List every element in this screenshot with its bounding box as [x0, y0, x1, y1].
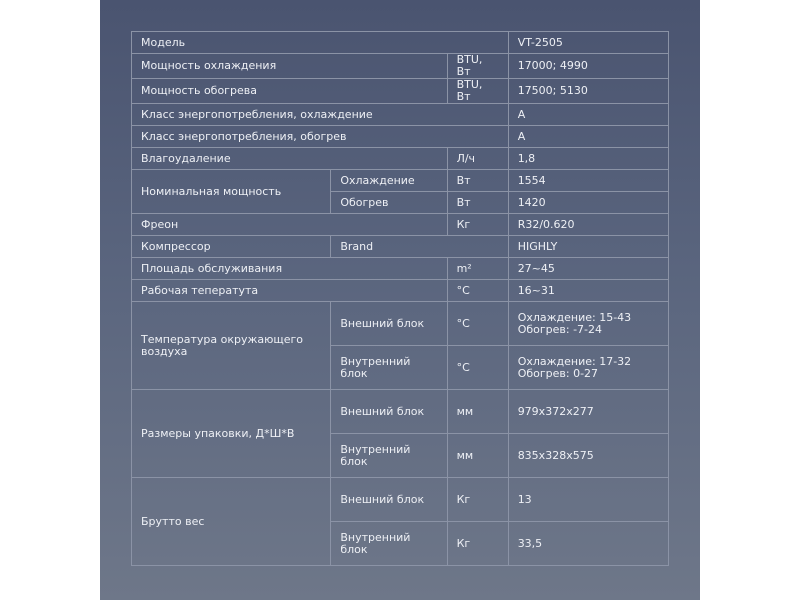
spec-panel — [100, 0, 700, 600]
row-unit: °С — [447, 346, 508, 390]
row-label: Класс энергопотребления, обогрев — [132, 126, 509, 148]
row-unit: Кг — [447, 478, 508, 522]
row-unit: Вт — [447, 192, 508, 214]
row-value: 13 — [508, 478, 668, 522]
row-sublabel: Внутренний блок — [331, 434, 447, 478]
row-value: A — [508, 126, 668, 148]
row-label: Компрессор — [132, 236, 331, 258]
row-value: A — [508, 104, 668, 126]
table-row-cooling-power — [132, 54, 669, 79]
row-label: Мощность обогрева — [132, 79, 448, 104]
row-label: Фреон — [132, 214, 448, 236]
table-row-energy-class-heating — [132, 126, 669, 148]
row-value: 835x328x575 — [508, 434, 668, 478]
row-value: Охлаждение: 17-32 Обогрев: 0-27 — [508, 346, 668, 390]
row-unit: °С — [447, 280, 508, 302]
row-unit: Л/ч — [447, 148, 508, 170]
row-label: Номинальная мощность — [132, 170, 331, 214]
row-sublabel: Внешний блок — [331, 390, 447, 434]
row-value: 33,5 — [508, 522, 668, 566]
row-unit: BTU, Вт — [447, 79, 508, 104]
row-label: Размеры упаковки, Д*Ш*В — [132, 390, 331, 478]
table-row-freon — [132, 214, 669, 236]
row-value: 17500; 5130 — [508, 79, 668, 104]
row-sublabel: Обогрев — [331, 192, 447, 214]
row-value: Охлаждение: 15-43 Обогрев: -7-24 — [508, 302, 668, 346]
row-label: Площадь обслуживания — [132, 258, 448, 280]
row-unit: Вт — [447, 170, 508, 192]
row-value: 1554 — [508, 170, 668, 192]
row-value: 1420 — [508, 192, 668, 214]
table-row-ambient-temp-outdoor — [132, 302, 669, 346]
row-label: Влагоудаление — [132, 148, 448, 170]
row-unit: мм — [447, 434, 508, 478]
row-sublabel: Внутренний блок — [331, 522, 447, 566]
table-row-compressor — [132, 236, 669, 258]
table-row-package-size-outdoor — [132, 390, 669, 434]
table-row-heating-power — [132, 79, 669, 104]
row-unit: °С — [447, 302, 508, 346]
table-row-operating-temp — [132, 280, 669, 302]
table-row-service-area — [132, 258, 669, 280]
row-label: Температура окружающего воздуха — [132, 302, 331, 390]
row-unit: мм — [447, 390, 508, 434]
specifications-table — [131, 31, 669, 566]
row-value: HIGHLY — [508, 236, 668, 258]
row-value: 16~31 — [508, 280, 668, 302]
table-row-energy-class-cooling — [132, 104, 669, 126]
row-label: Класс энергопотребления, охлаждение — [132, 104, 509, 126]
row-unit: BTU, Вт — [447, 54, 508, 79]
row-label: Рабочая теператута — [132, 280, 448, 302]
row-value: 17000; 4990 — [508, 54, 668, 79]
table-row-nominal-power-cooling — [132, 170, 669, 192]
row-value: 979x372x277 — [508, 390, 668, 434]
row-unit: m² — [447, 258, 508, 280]
row-unit: Кг — [447, 214, 508, 236]
row-label: Модель — [132, 32, 509, 54]
table-row-model — [132, 32, 669, 54]
row-value: 27~45 — [508, 258, 668, 280]
row-label: Мощность охлаждения — [132, 54, 448, 79]
table-row-dehumidification — [132, 148, 669, 170]
row-sublabel: Внутренний блок — [331, 346, 447, 390]
row-sublabel: Охлаждение — [331, 170, 447, 192]
row-value: R32/0.620 — [508, 214, 668, 236]
row-sublabel: Внешний блок — [331, 302, 447, 346]
row-value: 1,8 — [508, 148, 668, 170]
row-sublabel: Внешний блок — [331, 478, 447, 522]
table-row-gross-weight-outdoor — [132, 478, 669, 522]
row-sublabel: Brand — [331, 236, 508, 258]
row-label: Брутто вес — [132, 478, 331, 566]
row-unit: Кг — [447, 522, 508, 566]
row-value: VT-2505 — [508, 32, 668, 54]
